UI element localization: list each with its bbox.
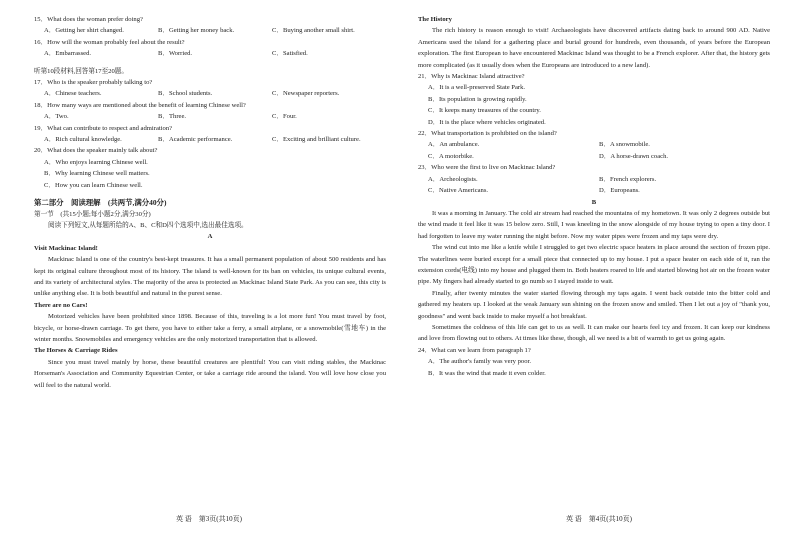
option: A．Archeologists. [428,175,478,183]
option: D．Europeans. [599,187,640,195]
passage-b-paragraph-1: It was a morning in January. The cold air stream had reached the mountains of my hometown. It was only 2 degrees outside but the wind made it feel like it was 15 below zero. Still, I was kneeling in the snow alongside of my house trying to open a tiny door. I had forgotten to leave my water running the night before. Now my water pipes were frozen and my taps were dry. [418,209,770,240]
question-22-options-row-2 [428,151,770,162]
visit-paragraph: Mackinac Island is one of the country's best-kept treasures. It has a small permanent population of about 500 residents and has kept its original culture throughout most of its history. The island is well-known for its ban on vehicles, its unique cultural events, and its variety of architectural styles. The majority of the area is protected as Mackinac Island State Park. As you can see, this city is unlike anything else. It is both beautiful and natural in the purest sense. [34,256,386,298]
horses-paragraph: Since you must travel mainly by horse, these beautiful creatures are plentiful! You can visit riding stables, the Mackinac Horseman's Association and Community Equestrian Center, or take a carriage ride around the island. You will love how close you will feel to the natural world. [34,358,386,389]
option: C．Four. [272,113,297,121]
no-cars-paragraph: Motorized vehicles have been prohibited since 1898. Because of this, traveling is a lot more fun! You must travel by foot, bicycle, or horse-drawn carriage. To get there, you have to either take a ferry, a small airplane, or a snowmobile(雪地车) in the winter months. Snowmobiles and emergency vehicles are the only motorized transportation that is allowed. [34,313,386,343]
instruction-section-10: 听第10段材料,回答第17至20题。 [34,67,128,75]
part-2-title: 第二部分 阅读理解 (共两节,满分40分) [34,198,167,208]
option: A．It is a well-preserved State Park. [428,84,526,92]
option: A．Who enjoys learning Chinese well. [44,158,148,166]
option: D．It is the place where vehicles originated. [428,118,546,126]
section-1-instruction: 阅读下列短文,从每题所给的A、B、C和D四个选项中,选出最佳选项。 [48,221,248,229]
page-footer-right: 英 语 第4页(共10页) [566,515,632,523]
option: A．An ambulance. [428,141,480,149]
option: B．Academic performance. [158,136,233,144]
option: B．Its population is growing rapidly. [428,95,527,103]
question-23-options-row-2 [428,185,770,196]
option: C．Newspaper reporters. [272,90,340,98]
question-15: 15．What does the woman prefer doing? [34,16,143,23]
left-column [34,14,386,391]
option: A．The author's family was very poor. [428,358,532,366]
question-19-options [44,134,386,145]
question-16-options [44,48,386,59]
passage-b-paragraph-2: The wind cut into me like a knife while I struggled to get two electric space heaters in place around the section of frozen pipe. The waterlines were buried except for a small piece that connected up to my house. I put a space heater on each side of it, ran the extension cords(电线) into my house and plugged them in. Both heaters roared to life and started blowing hot air on the frozen water pipe. My fingers had already started to go numb so I stayed inside to wait. [418,244,770,286]
option: B．Getting her money back. [158,27,235,35]
history-heading: The History [418,16,452,23]
page-footer-left: 英 语 第3页(共10页) [176,515,242,523]
question-18: 18．How many ways are mentioned about the benefit of learning Chinese well? [34,101,246,109]
option: B．It was the wind that made it even colder. [428,369,546,377]
option: C．Buying another small shirt. [272,27,355,35]
question-17: 17．Who is the speaker probably talking to? [34,79,153,87]
question-21: 21．Why is Mackinac Island attractive? [418,73,525,81]
option: A．Two. [44,113,69,121]
option: C．A motorbike. [428,152,474,160]
horses-heading: The Horses & Carriage Rides [34,347,118,355]
option: B．Three. [158,113,187,121]
option: B．Why learning Chinese well matters. [44,170,150,178]
option: B．French explorers. [599,175,657,183]
passage-b-paragraph-3: Finally, after twenty minutes the water started flowing through my taps again. I went back outside into the bitter cold and gathered my heaters up. I looked at the weak January sun shining on the frozen snow and smiled. Then I let out a joy of "thank you, goodness" and went back inside to make myself a hot breakfast. [418,289,770,320]
question-18-options [44,111,386,122]
option: A．Embarrassed. [44,50,92,58]
question-24: 24．What can we learn from paragraph 1? [418,346,531,354]
section-1-title: 第一节 (共15小题;每小题2分,满分30分) [34,210,151,218]
option: C．It keeps many treasures of the country. [428,107,541,115]
history-paragraph: The rich history is reason enough to visit! Archaeologists have discovered artifacts dating back to around 900 AD. Native Americans used the island for a gathering place and burial ground for hundreds, even thousands, of years before the European exploration. The first European to have encountered Mackinac Island was thought to be a French explorer. After that, the history gets more complicated (as it usually does when the Europeans are introduced to a new land). [418,27,770,69]
question-16: 16．How will the woman probably feel about the result? [34,38,185,46]
option: B．Worried. [158,50,193,58]
option: C．How you can learn Chinese well. [44,181,143,189]
option: C．Exciting and brilliant culture. [272,136,361,144]
option: C．Satisfied. [272,50,308,58]
option: A．Chinese teachers. [44,90,102,98]
passage-b-paragraph-4: Sometimes the coldness of this life can get to us as well. It can make our hearts feel icy and frozen. It can keep our kindness and love from flowing out to others. At times like these, though, all we need is a bit of warmth to get us going again. [418,323,770,343]
question-19: 19．What can contribute to respect and admiration? [34,124,173,132]
question-17-options [44,88,386,99]
no-cars-heading: There are no Cars! [34,301,88,309]
question-22-options-row-1 [428,139,770,150]
question-23: 23．Who were the first to live on Mackinac Island? [418,164,556,172]
question-23-options-row-1 [428,174,770,185]
visit-heading: Visit Mackinac Island! [34,244,98,252]
right-column [418,14,770,379]
option: A．Getting her shirt changed. [44,27,124,35]
option: A．Rich cultural knowledge. [44,136,122,144]
option: B．School students. [158,90,213,98]
option: B．A snowmobile. [599,141,650,149]
question-15-options [44,25,386,36]
question-20: 20．What does the speaker mainly talk about? [34,147,158,155]
option: D．A horse-drawn coach. [599,152,669,160]
passage-a-label: A [207,233,213,241]
question-22: 22．What transportation is prohibited on the island? [418,130,557,138]
option: C．Native Americans. [428,187,489,195]
passage-b-label: B [591,198,597,206]
